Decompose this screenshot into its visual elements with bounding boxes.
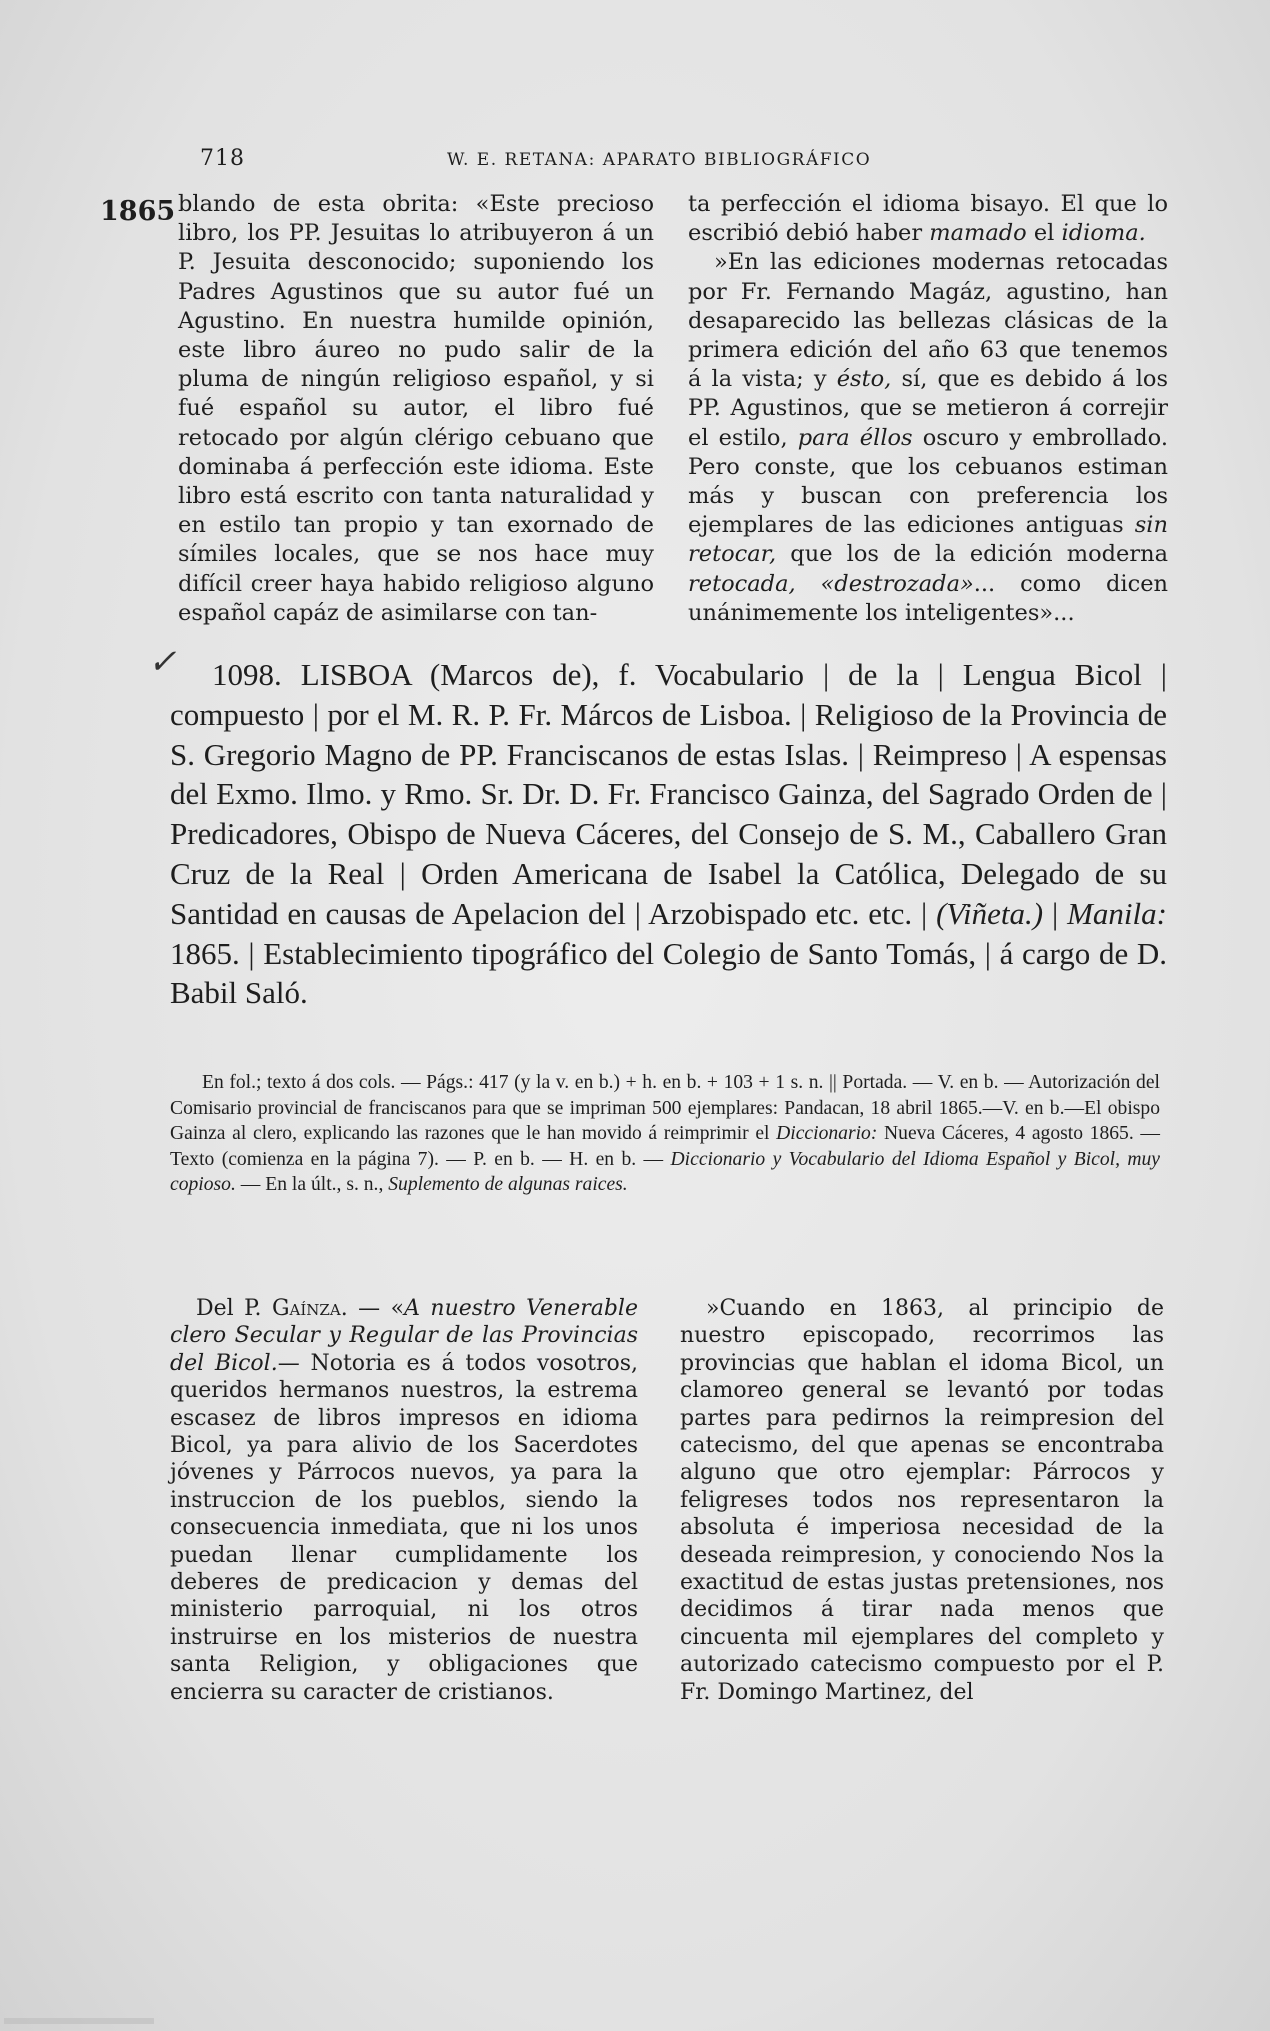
bottom-left-column	[170, 1295, 638, 1706]
scan-edge-mark	[4, 2018, 154, 2024]
entry-place: Manila:	[1067, 895, 1167, 931]
bottom-right-paragraph: »Cuando en 1863, al principio de nuestro episcopado, recorrimos las provincias que hablan el idoma Bicol, un clamoreo general se levantó por todas partes para pedirnos la reimpresion del catecismo, del que apenas se encontraba alguno que otro ejemplar: Párrocos y feligreses todos nos representaron la absoluta é imperiosa necesidad de la deseada reimpresion, y conociendo Nos la exactitud de estas justas pretensiones, nos decidimos á tirar nada menos que cincuenta mil ejemplares del completo y autorizado catecismo compuesto por el P. Fr. Domingo Martinez, del	[680, 1296, 1164, 1705]
collation-note: En fol.; texto á dos cols. — Págs.: 417 (y la v. en b.) + h. en b. + 103 + 1 s. n. || Portada. — V. en b. — Autorización del Comisario provincial de franciscanos para que se impriman 500 ejemplares: Pandacan, 18 abril 1865.—V. en b.—El obispo Gainza al clero, explicando las razones que le han movido á reimprimir el Diccionario: Nueva Cáceres, 4 agosto 1865. — Texto (comienza en la página 7). — P. en b. — H. en b. — Diccionario y Vocabulario del Idioma Español y Bicol, muy copioso. — En la últ., s. n., Suplemento de algunas raices.	[170, 1072, 1160, 1196]
top-left-paragraph: blando de esta obrita: «Este precioso libro, los PP. Jesuitas lo atribuyeron á un P. Jesuita desconocido; suponiendo los Padres Agustinos que su autor fué un Agustino. En nuestra humilde opinión, este libro áureo no pudo salir de la pluma de ningún religioso español, y si fué español su autor, el libro fué retocado por algún clérigo cebuano que dominaba á perfección este idioma. Este libro está escrito con tanta naturalidad y en estilo tan propio y tan exornado de símiles locales, que se nos hace muy difícil creer haya habido religioso alguno español capáz de asimilarse con tan-	[178, 191, 654, 626]
running-title: W. E. RETANA: APARATO BIBLIOGRÁFICO	[447, 150, 872, 170]
top-right-column	[688, 190, 1168, 628]
top-right-paragraph-1: ta perfección el idioma bisayo. El que lo escribió debió haber mamado el idioma.	[688, 191, 1168, 247]
entry-vignette: (Viñeta.)	[936, 895, 1044, 931]
bibliographic-entry: 1098. LISBOA (Marcos de), f. Vocabulario | de la | Lengua Bicol | compuesto | por el M. R. P. Fr. Márcos de Lisboa. | Religioso de la Provincia de S. Gregorio Magno de PP. Franciscanos de estas Islas. | Reimpreso | A espensas del Exmo. Ilmo. y Rmo. Sr. Dr. D. Fr. Francisco Gainza, del Sagrado Orden de | Predicadores, Obispo de Nueva Cáceres, del Consejo de S. M., Caballero Gran Cruz de la Real | Orden Americana de Isabel la Católica, Delegado de su Santidad en causas de Apelacion del | Arzobispado etc. etc. | (Viñeta.) | Manila: 1865. | Establecimiento tipográfico del Colegio de Santo Tomás, | á cargo de D. Babil Saló.	[170, 657, 1167, 1011]
handwritten-check-mark: ✓	[148, 642, 177, 682]
bottom-left-paragraph: Del P. Gaínza. — «A nuestro Venerable clero Secular y Regular de las Provincias del Bicol.— Notoria es á todos vosotros, queridos hermanos nuestros, la estrema escasez de libros impresos en idioma Bicol, ya para alivio de los Sacerdotes jóvenes y Párrocos nuevos, ya para la instruccion de los pueblos, siendo la consecuencia inmediata, que ni los unos puedan llenar cumplidamente los deberes de predicacion y demas del ministerio parroquial, ni los otros instruirse en los misterios de nuestra santa Religion, y obligaciones que encierra su caracter de cristianos.	[170, 1296, 638, 1705]
bottom-right-column	[680, 1295, 1164, 1706]
top-right-paragraph-2: »En las ediciones modernas retocadas por Fr. Fernando Magáz, agustino, han desaparecido las bellezas clásicas de la primera edición del año 63 que tenemos á la vista; y ésto, sí, que es debido á los PP. Agustinos, que se metieron á correjir el estilo, para éllos oscuro y embrollado. Pero conste, que los cebuanos estiman más y buscan con preferencia los ejemplares de las ediciones antiguas sin retocar, que los de la edición moderna retocada, «destrozada»... como dicen unánimemente los inteligentes»...	[688, 249, 1168, 626]
entry-text: LISBOA (Marcos de), f. Vocabulario | de la | Lengua Bicol | compuesto | por el M. R. P. Fr. Márcos de Lisboa. | Religioso de la Provincia de S. Gregorio Magno de PP. Franciscanos de estas Islas. | Reimpreso | A espensas del Exmo. Ilmo. y Rmo. Sr. Dr. D. Fr. Francisco Gainza, del Sagrado Orden de | Predicadores, Obispo de Nueva Cáceres, del Consejo de S. M., Caballero Gran Cruz de la Real | Orden Americana de Isabel la Católica, Delegado de su Santidad en causas de Apelacion del | Arzobispado etc. etc. |	[170, 657, 1167, 931]
top-left-column	[178, 190, 654, 628]
page-number: 718	[200, 146, 245, 171]
page-header	[200, 146, 1160, 180]
year-marker: 1865	[100, 196, 176, 227]
entry-number: 1098.	[212, 657, 282, 692]
